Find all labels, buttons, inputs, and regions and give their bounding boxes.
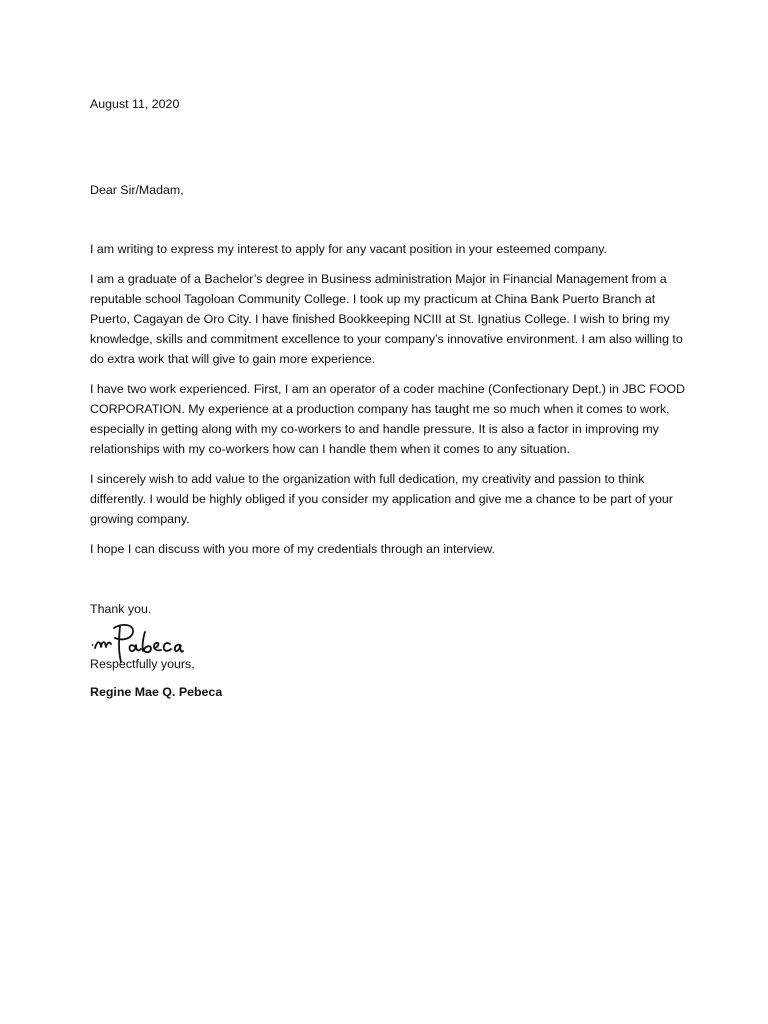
letter-date: August 11, 2020: [90, 97, 180, 111]
paragraph-education: I am a graduate of a Bachelor’s degree in Business administration Major in Financial Management from a reputable school Tagoloan Community College. I took up my practicum at China Bank Puerto Branch at Puerto, Cagayan de Oro City. I have finished Bookkeeping NCIII at St. Ignatius College. I wish to bring my knowledge, skills and commitment excellence to your company’s innovative environment. I am also willing to do extra work that will give to gain more experience.: [90, 272, 683, 366]
salutation: Dear Sir/Madam,: [90, 183, 184, 197]
closing: Respectfully yours,: [90, 657, 195, 671]
paragraph-value: I sincerely wish to add value to the organization with full dedication, my creativity and passion to think differently. I would be highly obliged if you consider my application and give me a chance to be part of your growing company.: [90, 472, 673, 526]
thank-you: Thank you.: [90, 602, 152, 616]
signer-name: Regine Mae Q. Pebeca: [90, 685, 223, 699]
paragraph-interview: I hope I can discuss with you more of my credentials through an interview.: [90, 542, 495, 556]
paragraph-experience: I have two work experienced. First, I am an operator of a coder machine (Confectionary Dept.) in JBC FOOD CORPORATION. My experience at a production company has taught me so much when it comes to work, especially in getting along with my co-workers to and handle pressure. It is also a factor in improving my relationships with my co-workers how can I handle them when it comes to any situation.: [90, 382, 685, 456]
letter-body: [90, 94, 686, 619]
paragraph-intro: I am writing to express my interest to apply for any vacant position in your esteemed company.: [90, 242, 607, 256]
